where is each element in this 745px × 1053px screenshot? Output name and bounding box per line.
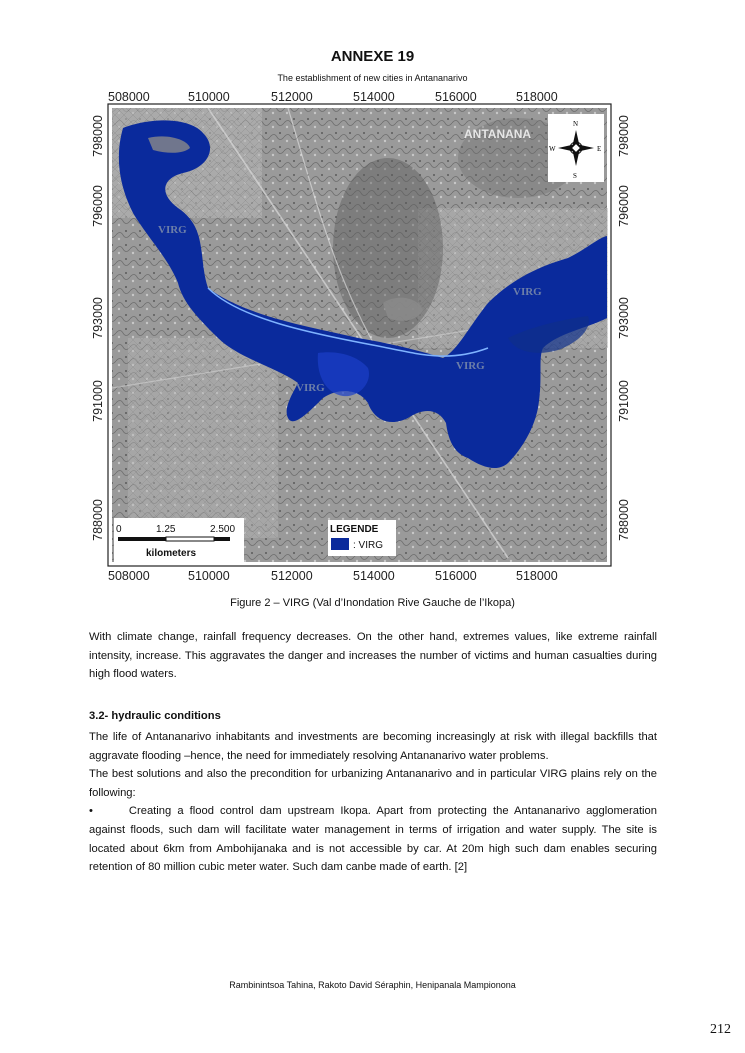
city-label: ANTANANA xyxy=(464,127,532,141)
x-tick-label: 512000 xyxy=(271,569,313,583)
x-tick-label: 508000 xyxy=(108,569,150,583)
y-tick-label: 788000 xyxy=(91,499,105,541)
svg-text:N: N xyxy=(573,120,579,128)
x-tick-label: 514000 xyxy=(353,90,395,104)
y-tick-label: 796000 xyxy=(91,185,105,227)
compass-rose-icon xyxy=(548,114,604,182)
flood-map-figure xyxy=(88,88,640,588)
paragraph-climate: With climate change, rainfall frequency decreases. On the other hand, extremes values, like extreme rainfall intensity, increase. This aggravates the danger and increases the number of victims and human casualties during high flood waters. xyxy=(89,631,657,681)
virg-label: VIRG xyxy=(158,224,187,236)
svg-text:W: W xyxy=(549,145,556,153)
svg-text:: VIRG: : VIRG xyxy=(353,540,384,551)
svg-text:S: S xyxy=(573,172,577,180)
map-legend xyxy=(328,520,396,556)
x-tick-label: 514000 xyxy=(353,569,395,583)
section-body xyxy=(89,728,657,877)
bullet-marker: • xyxy=(89,805,93,818)
y-tick-label: 798000 xyxy=(91,115,105,157)
footer-authors: Rambinintsoa Tahina, Rakoto David Séraphin, Henipanala Mampionona xyxy=(229,980,516,990)
virg-label: VIRG xyxy=(456,360,485,372)
y-tick-label: 798000 xyxy=(617,115,631,157)
y-tick-label: 788000 xyxy=(617,499,631,541)
x-tick-label: 516000 xyxy=(435,569,477,583)
figure-caption: Figure 2 – VIRG (Val d’Inondation Rive Gauche de l’Ikopa) xyxy=(230,597,515,609)
y-tick-label: 791000 xyxy=(617,380,631,422)
svg-text:E: E xyxy=(597,145,602,153)
annex-title: ANNEXE 19 xyxy=(330,48,415,65)
virg-label: VIRG xyxy=(513,286,542,298)
x-tick-label: 508000 xyxy=(108,90,150,104)
y-tick-label: 791000 xyxy=(91,380,105,422)
paragraph-risk: The life of Antananarivo inhabitants and investments are becoming increasingly at risk with illegal backfills that aggravate flooding –hence, the need for immediately resolving Antananarivo water problems. xyxy=(89,731,657,762)
x-tick-label: 510000 xyxy=(188,90,230,104)
x-tick-label: 516000 xyxy=(435,90,477,104)
bullet-text: Creating a flood control dam upstream Ikopa. Apart from protecting the Antananarivo agglomeration against floods, such dam will facilitate water management in terms of irrigation and water supply. The site is located about 6km from Ambohijanaka and is not accessible by car. At 20m high such dam enables securing retention of 80 million cubic meter water. Such dam canbe made of earth. [2] xyxy=(89,805,657,874)
x-tick-label: 512000 xyxy=(271,90,313,104)
section-heading: 3.2- hydraulic conditions xyxy=(89,710,221,722)
scale-bar xyxy=(114,518,244,562)
svg-text:kilometers: kilometers xyxy=(146,548,197,559)
annex-subtitle: The establishment of new cities in Antananarivo xyxy=(277,73,468,83)
svg-text:2.500: 2.500 xyxy=(210,524,236,535)
y-tick-label: 793000 xyxy=(617,297,631,339)
x-tick-label: 518000 xyxy=(516,569,558,583)
virg-label: VIRG xyxy=(296,382,325,394)
svg-text:LEGENDE: LEGENDE xyxy=(330,524,379,535)
x-tick-label: 510000 xyxy=(188,569,230,583)
x-tick-label: 518000 xyxy=(516,90,558,104)
svg-text:0: 0 xyxy=(116,524,122,535)
svg-text:1.25: 1.25 xyxy=(156,524,176,535)
y-tick-label: 796000 xyxy=(617,185,631,227)
legend-swatch xyxy=(331,538,349,550)
page-number: 212 xyxy=(710,1022,731,1037)
bullet-item xyxy=(89,802,657,876)
paragraph-solutions: The best solutions and also the precondition for urbanizing Antananarivo and in particular VIRG plains rely on the following: xyxy=(89,768,657,799)
y-tick-label: 793000 xyxy=(91,297,105,339)
